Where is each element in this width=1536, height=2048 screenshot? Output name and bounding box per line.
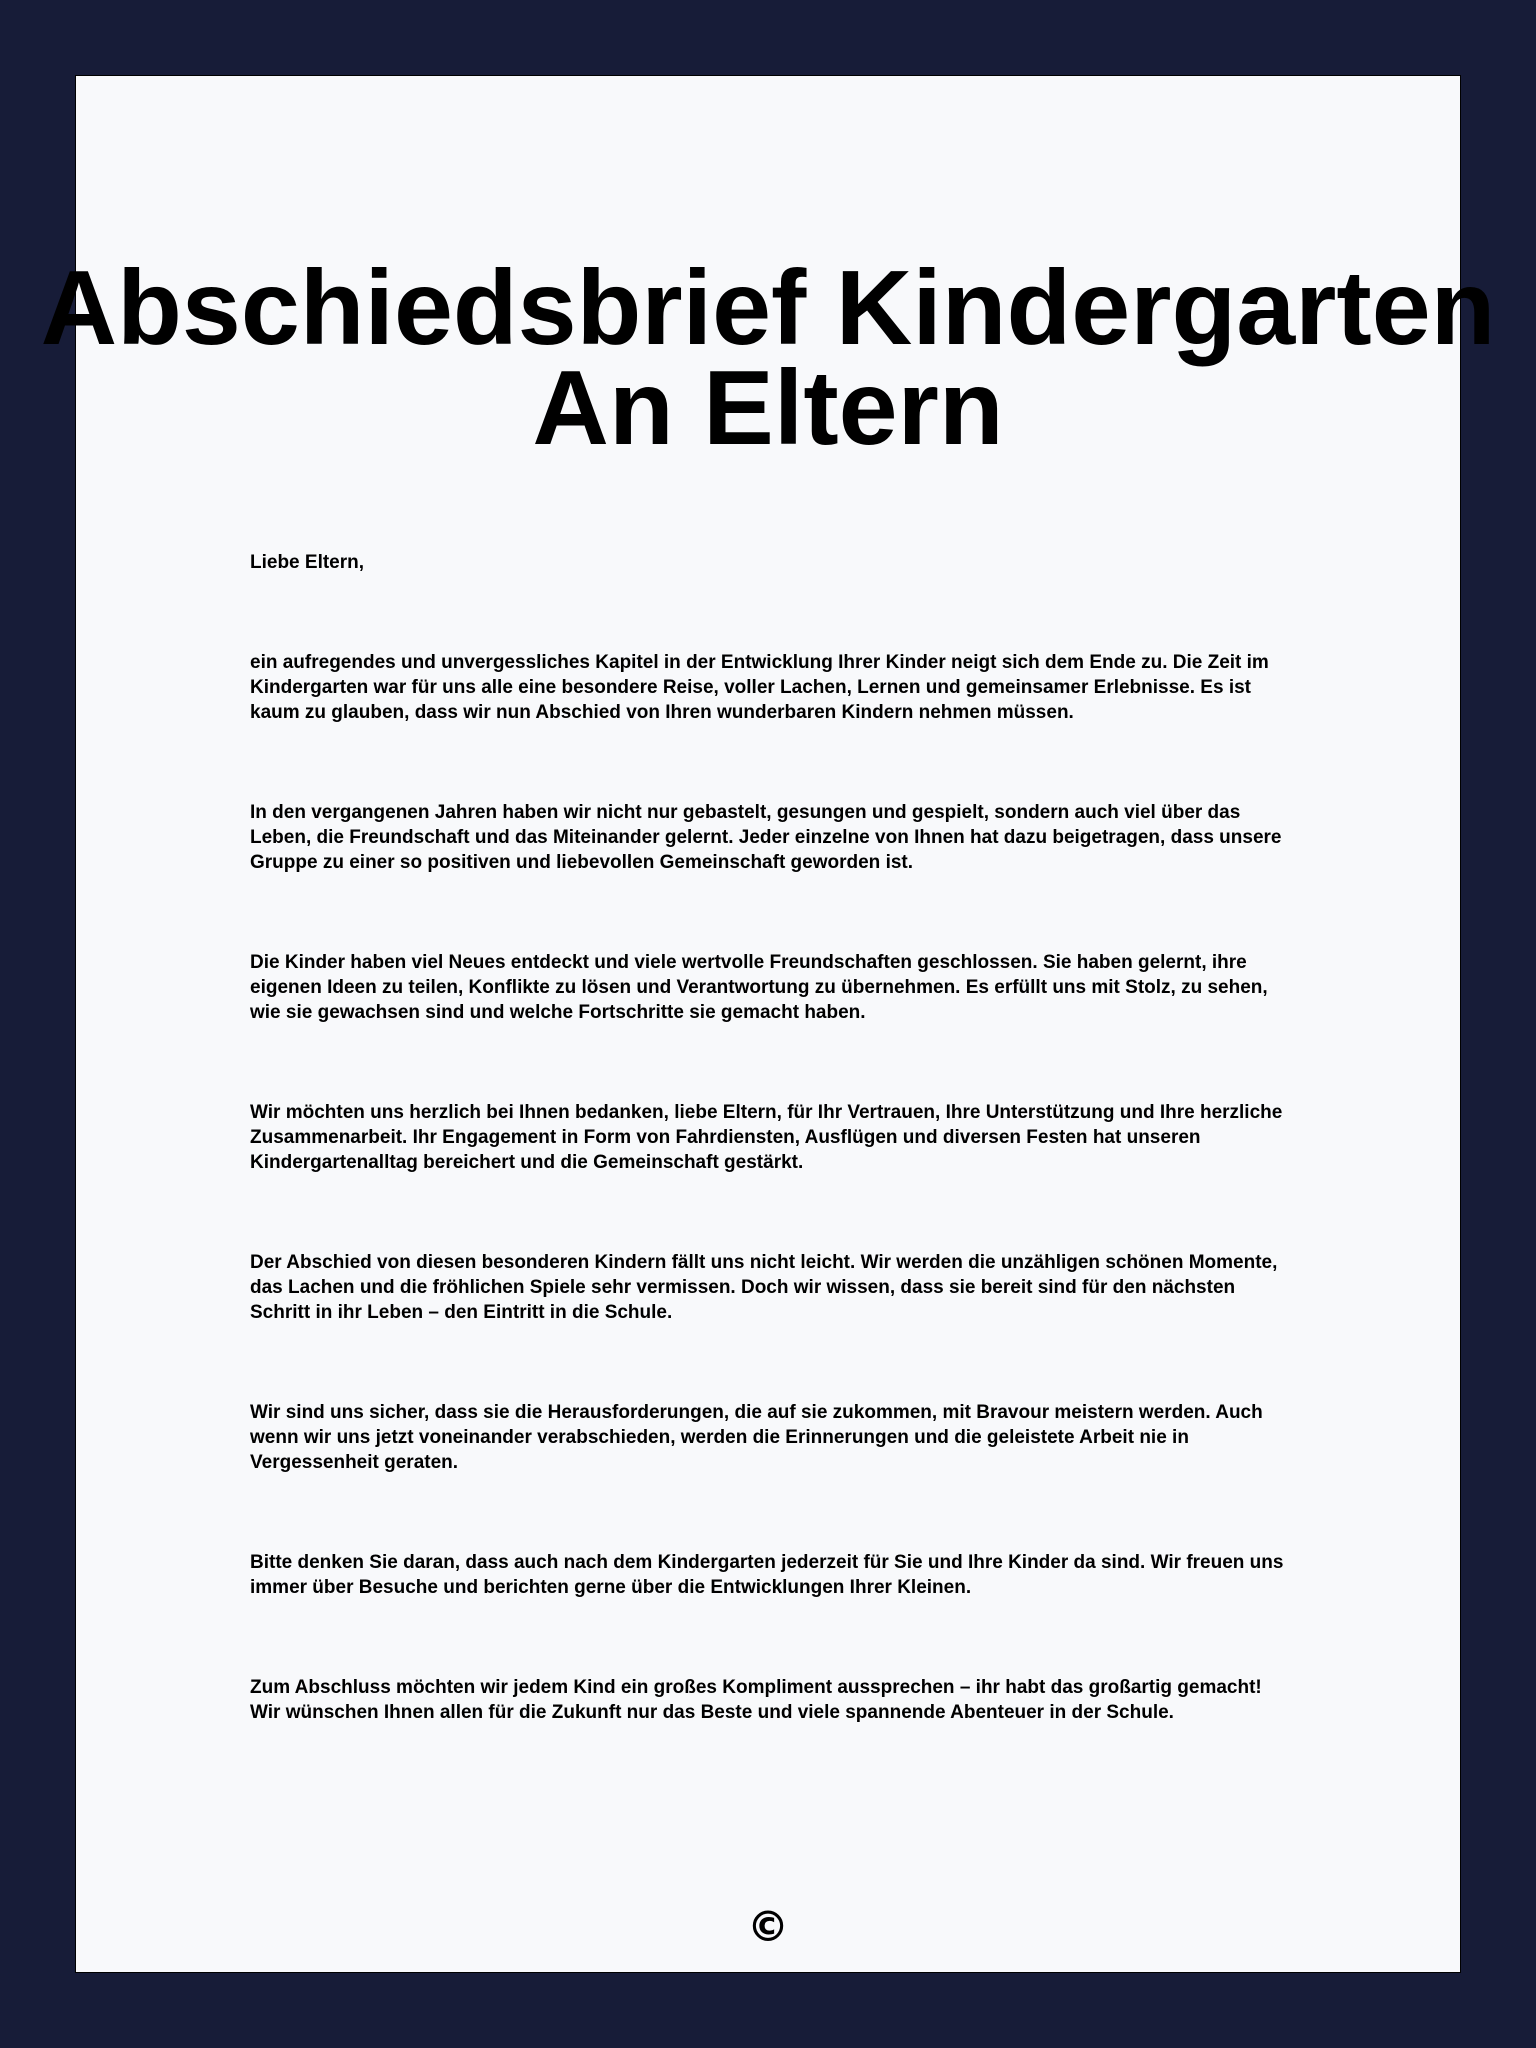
paragraph-8: Zum Abschluss möchten wir jedem Kind ein großes Kompliment aussprechen – ihr habt das großartig gemacht! Wir wünschen Ihnen allen für die Zukunft nur das Beste und viele spannende Abenteuer in der Schule. <box>250 1677 1262 1723</box>
salutation: Liebe Eltern, <box>250 552 365 573</box>
letter-body <box>250 550 1290 1800</box>
paragraph-7: Bitte denken Sie daran, dass auch nach dem Kindergarten jederzeit für Sie und Ihre Kinder da sind. Wir freuen uns immer über Besuche und berichten gerne über die Entwicklungen Ihrer Kleinen. <box>250 1552 1284 1598</box>
document-title <box>0 249 1536 467</box>
title-line-2: An Eltern <box>532 349 1004 467</box>
paragraph-6: Wir sind uns sicher, dass sie die Herausforderungen, die auf sie zukommen, mit Bravour meistern werden. Auch wenn wir uns jetzt voneinander verabschieden, werden die Erinnerungen und die geleistete Arbeit nie in Vergessenheit geraten. <box>250 1402 1263 1473</box>
paragraph-2: In den vergangenen Jahren haben wir nicht nur gebastelt, gesungen und gespielt, sondern auch viel über das Leben, die Freundschaft und das Miteinander gelernt. Jeder einzelne von Ihnen hat dazu beigetragen, dass unsere Gruppe zu einer so positiven und liebevollen Gemeinschaft geworden ist. <box>250 802 1282 873</box>
copyright-icon: © <box>747 1902 789 1951</box>
paragraph-3: Die Kinder haben viel Neues entdeckt und viele wertvolle Freundschaften geschlossen. Sie haben gelernt, ihre eigenen Ideen zu teilen, Konflikte zu lösen und Verantwortung zu übernehmen. Es erfüllt uns mit Stolz, zu sehen, wie sie gewachsen sind und welche Fortschritte sie gemacht haben. <box>250 952 1268 1023</box>
paragraph-1: ein aufregendes und unvergessliches Kapitel in der Entwicklung Ihrer Kinder neigt sich dem Ende zu. Die Zeit im Kindergarten war für uns alle eine besondere Reise, voller Lachen, Lernen und gemeinsamer Erlebnisse. Es ist kaum zu glauben, dass wir nun Abschied von Ihren wunderbaren Kindern nehmen müssen. <box>250 652 1269 723</box>
title-line-1: Abschiedsbrief Kindergarten <box>40 249 1496 367</box>
paragraph-4: Wir möchten uns herzlich bei Ihnen bedanken, liebe Eltern, für Ihr Vertrauen, Ihre Unterstützung und Ihre herzliche Zusammenarbeit. Ihr Engagement in Form von Fahrdiensten, Ausflügen und diversen Festen hat unseren Kindergartenalltag bereichert und die Gemeinschaft gestärkt. <box>250 1102 1283 1173</box>
paragraph-5: Der Abschied von diesen besonderen Kindern fällt uns nicht leicht. Wir werden die unzähligen schönen Momente, das Lachen und die fröhlichen Spiele sehr vermissen. Doch wir wissen, dass sie bereit sind für den nächsten Schritt in ihr Leben – den Eintritt in die Schule. <box>250 1252 1278 1323</box>
